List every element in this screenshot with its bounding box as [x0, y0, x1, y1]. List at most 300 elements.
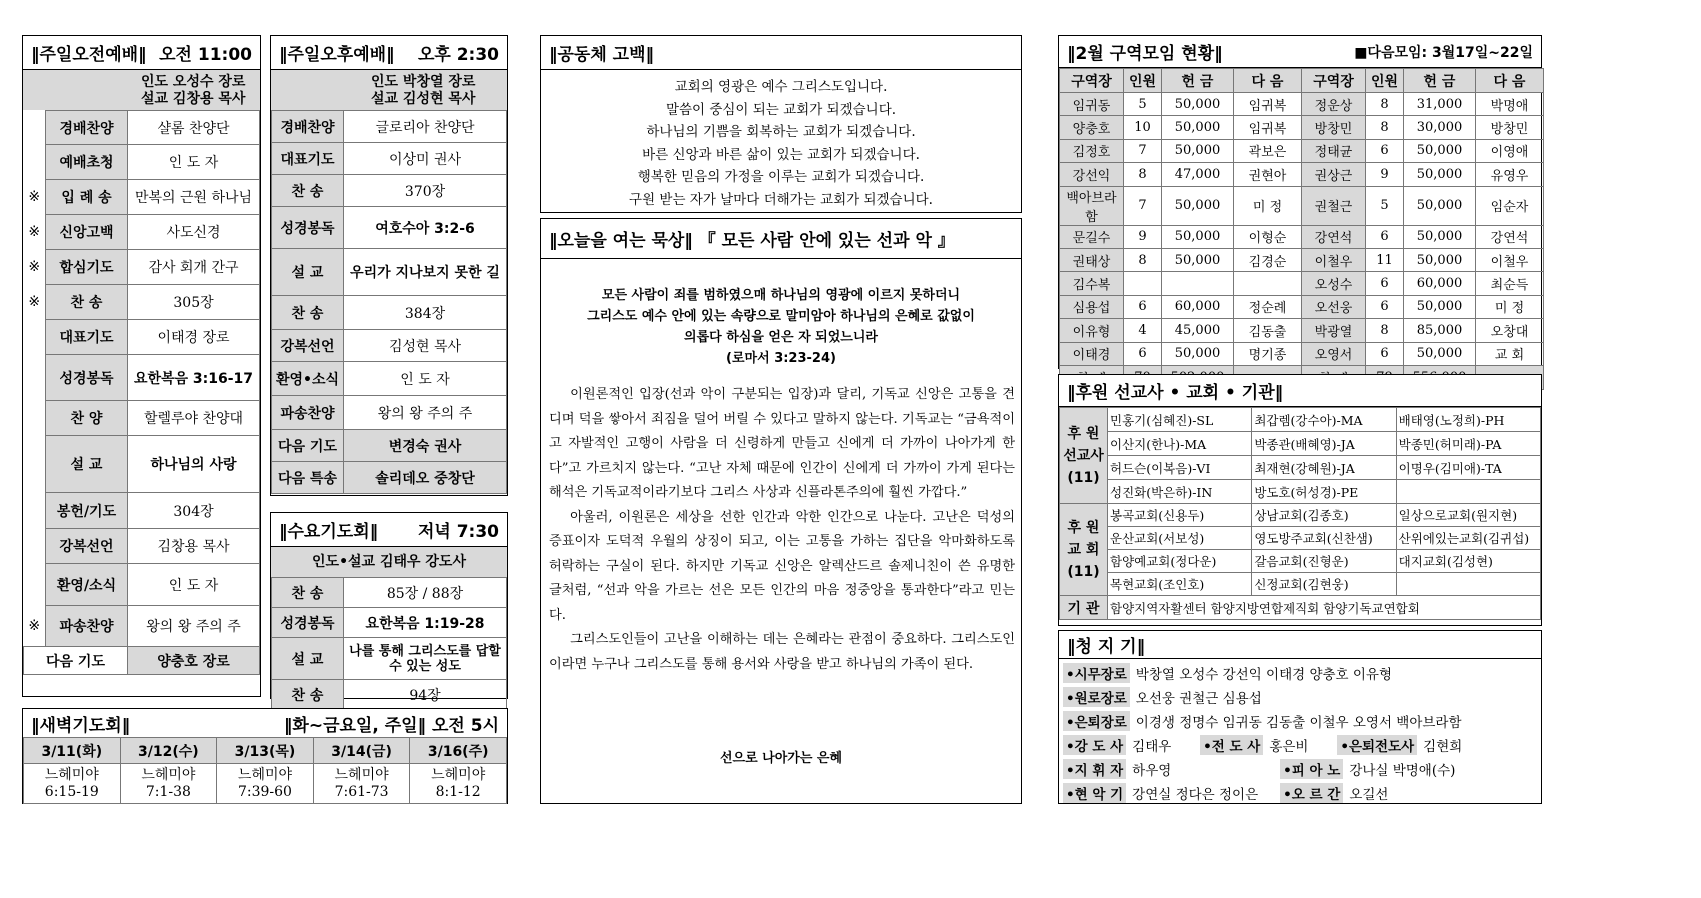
officer-names: 이경생 정명수 임귀동 김동출 이철우 오영서 백아브라함: [1135, 715, 1462, 731]
dawn-reading: 느헤미야 7:39-60: [217, 764, 314, 804]
dawn-schedule-table: [23, 737, 507, 804]
district-cell: 6: [1366, 139, 1404, 162]
district-row: [1060, 295, 1544, 318]
district-cell: 60,000: [1162, 295, 1234, 318]
org-list: 함양지역자활센터 함양지방연합제직회 함양기독교연합회: [1108, 596, 1541, 620]
officer-role: •강 도 사: [1063, 735, 1126, 755]
afternoon-service: [270, 35, 508, 496]
wednesday-service: [270, 512, 508, 704]
missionary-cell: 방도호(허성경)-PE: [1252, 480, 1396, 504]
confession-line: 바른 신앙과 바른 삶이 있는 교회가 되겠습니다.: [642, 146, 920, 163]
order-row: [272, 111, 507, 143]
district-cell: 7: [1124, 186, 1162, 225]
missionary-cell: 이명우(김미애)-TA: [1396, 456, 1540, 480]
officer-names: 강연실 정다은 정이은: [1132, 787, 1259, 803]
order-value: 왕의 왕 주의 주: [344, 396, 507, 430]
district-cell: 30,000: [1404, 116, 1476, 139]
church-cell: 갈음교회(진형운): [1252, 550, 1396, 573]
order-row: [24, 145, 260, 180]
order-label: 강복선언: [272, 330, 344, 362]
district-cell: 문길수: [1060, 225, 1124, 248]
officer-role: •오 르 간: [1280, 783, 1343, 803]
district-cell: 방창민: [1476, 116, 1544, 139]
stand-mark: [24, 111, 46, 145]
officer-row: [1063, 781, 1537, 805]
district-cell: 50,000: [1404, 295, 1476, 318]
order-label: 다음 특송: [272, 462, 344, 494]
district-cell: 50,000: [1162, 116, 1234, 139]
district-cell: 임순자: [1476, 186, 1544, 225]
district-header: 다 음: [1234, 69, 1302, 93]
order-label: 대표기도: [272, 143, 344, 175]
order-value: 하나님의 사랑: [128, 436, 260, 493]
order-label: 대표기도: [46, 320, 128, 355]
org-label: 기 관: [1060, 596, 1108, 620]
dawn-date: 3/14(금): [313, 738, 410, 764]
district-cell: 5: [1124, 93, 1162, 116]
district-cell: 정태균: [1302, 139, 1366, 162]
officer-role: •피 아 노: [1280, 759, 1343, 779]
district-cell: 6: [1366, 342, 1404, 365]
district-header: 헌 금: [1162, 69, 1234, 93]
officer-row: [1063, 709, 1537, 733]
district-cell: 50,000: [1404, 139, 1476, 162]
order-value: 왕의 왕 주의 주: [128, 606, 260, 647]
order-row: [24, 285, 260, 320]
order-value: 94장: [344, 680, 507, 710]
district-header: 헌 금: [1404, 69, 1476, 93]
afternoon-order-table: [271, 110, 507, 494]
dawn-reading: 느헤미야 6:15-19: [24, 764, 121, 804]
district-cell: 이유형: [1060, 319, 1124, 342]
district-cell: 정운상: [1302, 93, 1366, 116]
order-value: 304장: [128, 493, 260, 529]
district-cell: 권태상: [1060, 248, 1124, 271]
district-cell: 50,000: [1162, 139, 1234, 162]
officer-names: 박창열 오성수 강선익 이태경 양충호 이유형: [1135, 667, 1392, 683]
order-row: [272, 396, 507, 430]
officer-names: 홍은비: [1269, 739, 1309, 755]
order-label: 찬 양: [46, 401, 128, 436]
district-cell: 권현아: [1234, 163, 1302, 186]
district-header: 구역장: [1302, 69, 1366, 93]
district-cell: 박명애: [1476, 93, 1544, 116]
missionary-cell: 허드슨(이복음)-VI: [1108, 456, 1252, 480]
confession-title: ‖공동체 고백‖: [549, 45, 655, 65]
church-cell: 일상으로교회(원지현): [1396, 504, 1540, 527]
church-cell: 운산교회(서보성): [1108, 527, 1252, 550]
order-value: 나를 통해 그리스도를 답할 수 있는 성도: [344, 638, 507, 680]
missionary-cell: 박종민(허미래)-PA: [1396, 432, 1540, 456]
order-row: [272, 207, 507, 249]
officer-role: •원로장로: [1063, 687, 1130, 707]
stand-mark: ※: [28, 294, 41, 310]
confession-line: 구원 받는 자가 날마다 더해가는 교회가 되겠습니다.: [629, 191, 933, 208]
afternoon-leaders: 인도 박창열 장로 설교 김성현 목사: [271, 70, 507, 110]
order-label: 경배찬양: [272, 111, 344, 143]
district-cell: 오성수: [1302, 272, 1366, 295]
district-cell: 이철우: [1302, 248, 1366, 271]
order-row: [272, 578, 507, 608]
officer-role: •시무장로: [1063, 663, 1130, 683]
meditation-paragraph: 이원론적인 입장(선과 악이 구분되는 입장)과 달리, 기독교 신앙은 고통을 견디며 덕을 쌓아서 죄짐을 덜어 버릴 수 있다고 말하지 않는다. 기독교는 “금욕적이고 자발적인 고행이 사람을 더 신령하게 만들고 신에게 더 가까이 나아가게 한다”고 가르치지 않는다. “고난 자체 때문에 인간이 신에게 더 가까이 가게 된다는 해석은 기독교적이라기보다 그리스 사상과 신플라톤주의에 훨씬 가깝다.”: [549, 387, 1015, 500]
order-value: 305장: [128, 285, 260, 320]
officer-role: •현 악 기: [1063, 783, 1126, 803]
wednesday-time: 저녁 7:30: [417, 522, 499, 542]
church-cell: 목현교회(조인호): [1108, 573, 1252, 596]
dawn-date: 3/12(수): [120, 738, 217, 764]
order-value: 김창용 목사: [128, 529, 260, 564]
order-row: [24, 215, 260, 250]
church-cell: 대지교회(김성현): [1396, 550, 1540, 573]
church-cell: [1396, 573, 1540, 596]
district-cell: 6: [1366, 225, 1404, 248]
order-label: 설 교: [272, 249, 344, 296]
morning-service: [22, 35, 261, 697]
officer-row: [1063, 661, 1537, 685]
district-cell: 9: [1366, 163, 1404, 186]
meditation-footer: 선으로 나아가는 은혜: [719, 751, 843, 766]
district-title: ‖2월 구역모임 현황‖: [1067, 44, 1223, 64]
district-cell: 7: [1124, 139, 1162, 162]
district-cell: 이태경: [1060, 342, 1124, 365]
district-cell: 임귀복: [1234, 116, 1302, 139]
missionary-cell: 민홍기(심혜진)-SL: [1108, 408, 1252, 432]
missionary-cell: 박종관(배혜영)-JA: [1252, 432, 1396, 456]
district-cell: 6: [1124, 295, 1162, 318]
district-row: [1060, 225, 1544, 248]
afternoon-time: 오후 2:30: [417, 45, 499, 65]
officer-names: 오길선: [1349, 787, 1389, 803]
order-label: 파송찬양: [272, 396, 344, 430]
order-value: 인 도 자: [344, 362, 507, 396]
district-cell: 8: [1124, 163, 1162, 186]
order-row: [24, 606, 260, 647]
morning-order-table: [23, 110, 260, 675]
district-cell: 임귀복: [1234, 93, 1302, 116]
district-cell: 8: [1124, 248, 1162, 271]
district-cell: 김정호: [1060, 139, 1124, 162]
district-row: [1060, 139, 1544, 162]
order-value: 370장: [344, 175, 507, 207]
order-row: [24, 436, 260, 493]
order-label: 입 례 송: [46, 180, 128, 215]
order-value: 이상미 권사: [344, 143, 507, 175]
afternoon-title: ‖주일오후예배‖: [279, 45, 395, 65]
officer-role: •은퇴장로: [1063, 711, 1130, 731]
district-cell: 4: [1124, 319, 1162, 342]
order-value: 김성현 목사: [344, 330, 507, 362]
order-label: 봉헌/기도: [46, 493, 128, 529]
order-label: 강복선언: [46, 529, 128, 564]
order-row: [24, 355, 260, 401]
district-next-meeting: ■다음모임: 3월17일~22일: [1354, 44, 1533, 61]
order-row: [24, 529, 260, 564]
district-cell: 9: [1124, 225, 1162, 248]
wednesday-title: ‖수요기도회‖: [279, 522, 379, 542]
morning-leaders: 인도 오성수 장로 설교 김창용 목사: [23, 70, 260, 110]
church-label: 후 원 교 회 (11): [1060, 504, 1108, 596]
district-cell: 47,000: [1162, 163, 1234, 186]
order-row: [272, 296, 507, 330]
officers-title: ‖청 지 기‖: [1067, 637, 1146, 657]
district-cell: 최순득: [1476, 272, 1544, 295]
district-cell: 오선웅: [1302, 295, 1366, 318]
dawn-reading: 느헤미야 7:1-38: [120, 764, 217, 804]
district-cell: 6: [1366, 295, 1404, 318]
district-header: 인원: [1124, 69, 1162, 93]
officer-row: [1063, 685, 1537, 709]
order-value: 여호수아 3:2-6: [344, 207, 507, 249]
dawn-date: 3/11(화): [24, 738, 121, 764]
order-label: 찬 송: [46, 285, 128, 320]
district-row: [1060, 93, 1544, 116]
district-cell: [1124, 272, 1162, 295]
order-label: 신앙고백: [46, 215, 128, 250]
officer-row: [1063, 757, 1537, 781]
district-cell: 오창대: [1476, 319, 1544, 342]
stand-mark: ※: [28, 617, 41, 634]
support-title: ‖후원 선교사 • 교회 • 기관‖: [1067, 383, 1284, 403]
order-value: 만복의 근원 하나님: [128, 180, 260, 215]
missionary-cell: 최갑렘(강수아)-MA: [1252, 408, 1396, 432]
order-label: 성경봉독: [272, 608, 344, 638]
stand-mark: [24, 529, 46, 564]
district-cell: 백아브라함: [1060, 186, 1124, 225]
district-cell: 6: [1124, 342, 1162, 365]
district-cell: 이형순: [1234, 225, 1302, 248]
district-cell: 심용섭: [1060, 295, 1124, 318]
district-header: 다 음: [1476, 69, 1544, 93]
officer-names: 강나실 박명애(수): [1349, 763, 1456, 779]
missionary-label: 후 원 선교사 (11): [1060, 408, 1108, 504]
district-cell: 오영서: [1302, 342, 1366, 365]
stand-mark: [24, 564, 46, 606]
district-cell: 김경순: [1234, 248, 1302, 271]
order-label: 파송찬양: [46, 606, 128, 647]
district-cell: 50,000: [1162, 225, 1234, 248]
order-value: 요한복음 1:19-28: [344, 608, 507, 638]
stand-mark: [24, 436, 46, 493]
district-cell: 8: [1366, 116, 1404, 139]
district-cell: 임귀동: [1060, 93, 1124, 116]
district-cell: [1234, 272, 1302, 295]
community-confession: [540, 35, 1022, 213]
order-label: 설 교: [272, 638, 344, 680]
order-value: 우리가 지나보지 못한 길: [344, 249, 507, 296]
order-label: 환영•소식: [272, 362, 344, 396]
order-value: 할렐루야 찬양대: [128, 401, 260, 436]
order-row: [272, 143, 507, 175]
church-cell: 함양예교회(정다운): [1108, 550, 1252, 573]
order-row: [24, 250, 260, 285]
order-label: 찬 송: [272, 296, 344, 330]
district-cell: 강연석: [1302, 225, 1366, 248]
support-table: [1059, 407, 1541, 620]
wednesday-order-table: [271, 577, 507, 710]
district-cell: 미 정: [1234, 186, 1302, 225]
meditation: [540, 218, 1022, 804]
morning-time: 오전 11:00: [159, 45, 252, 65]
missionary-cell: 배태영(노정희)-PH: [1396, 408, 1540, 432]
order-label: 찬 송: [272, 680, 344, 710]
officers-section: [1058, 630, 1542, 804]
district-cell: 50,000: [1404, 248, 1476, 271]
order-label: 환영/소식: [46, 564, 128, 606]
order-label: 합심기도: [46, 250, 128, 285]
next-prayer-value: 양충호 장로: [128, 647, 260, 675]
district-cell: 50,000: [1162, 248, 1234, 271]
meditation-paragraph: 아울러, 이원론은 세상을 선한 인간과 악한 인간으로 나눈다. 고난은 덕성의 증표이자 도덕적 우월의 상징이 되고, 이는 고통을 가하는 집단을 악마화하도록 허락하는 구실이 된다. 하지만 기독교 신앙은 알렉산드르 솔제니친이 쓴 유명한 글처럼, “선과 악을 가르는 선은 모든 인간의 마음 정중앙을 통과한다”라고 민는다.: [549, 509, 1015, 623]
missionary-cell: 성진화(박은하)-IN: [1108, 480, 1252, 504]
order-row: [272, 430, 507, 462]
order-label: 성경봉독: [46, 355, 128, 401]
church-cell: 봉곡교회(신용두): [1108, 504, 1252, 527]
district-cell: 8: [1366, 319, 1404, 342]
dawn-reading: 느헤미야 7:61-73: [313, 764, 410, 804]
stand-mark: [24, 401, 46, 436]
district-cell: [1162, 272, 1234, 295]
district-cell: 5: [1366, 186, 1404, 225]
district-cell: 강선익: [1060, 163, 1124, 186]
district-cell: 50,000: [1404, 225, 1476, 248]
wednesday-leader: 인도•설교 김태우 강도사: [271, 547, 507, 577]
church-cell: 영도방주교회(신찬샘): [1252, 527, 1396, 550]
district-cell: 권상근: [1302, 163, 1366, 186]
meditation-verse: 모든 사람이 죄를 범하였으매 하나님의 영광에 이르지 못하더니 그리스도 예수 안에 있는 속량으로 말미암아 하나님의 은혜로 값없이 의롭다 하심을 얻은 자 되었느니라 (로마서 3:23-24): [587, 288, 975, 366]
district-cell: 명기종: [1234, 342, 1302, 365]
district-row: [1060, 342, 1544, 365]
order-label: 찬 송: [272, 175, 344, 207]
church-cell: 산위에있는교회(김귀섭): [1396, 527, 1540, 550]
district-row: [1060, 319, 1544, 342]
district-cell: 강연석: [1476, 225, 1544, 248]
district-cell: 6: [1366, 272, 1404, 295]
order-row: [272, 638, 507, 680]
order-row: [272, 680, 507, 710]
order-row: [272, 249, 507, 296]
confession-line: 하나님의 기쁨을 회복하는 교회가 되겠습니다.: [646, 124, 916, 140]
district-cell: 11: [1366, 248, 1404, 271]
district-cell: 50,000: [1162, 186, 1234, 225]
officer-role: •전 도 사: [1200, 735, 1263, 755]
confession-line: 교회의 영광은 예수 그리스도입니다.: [674, 79, 888, 95]
district-cell: 45,000: [1162, 319, 1234, 342]
confession-line: 행복한 믿음의 가정을 이루는 교회가 되겠습니다.: [637, 169, 925, 185]
order-value: 85장 / 88장: [344, 578, 507, 608]
district-cell: 방창민: [1302, 116, 1366, 139]
stand-mark: ※: [28, 259, 41, 275]
district-cell: 박광열: [1302, 319, 1366, 342]
order-row: [24, 111, 260, 145]
order-label: 예배초청: [46, 145, 128, 180]
district-cell: 유영우: [1476, 163, 1544, 186]
district-cell: 권철근: [1302, 186, 1366, 225]
officer-row: [1063, 733, 1537, 757]
district-cell: 미 정: [1476, 295, 1544, 318]
order-row: [24, 564, 260, 606]
district-cell: 김동출: [1234, 319, 1302, 342]
officer-names: 김태우: [1132, 739, 1172, 755]
district-cell: 이철우: [1476, 248, 1544, 271]
meditation-paragraph: 그리스도인들이 고난을 이해하는 데는 은혜라는 관점이 중요하다. 그리스도인이라면 누구나 그리스도를 통해 용서와 사랑을 받고 하나님의 가족이 된다.: [549, 632, 1015, 672]
district-cell: 8: [1366, 93, 1404, 116]
district-cell: 50,000: [1404, 186, 1476, 225]
order-row: [272, 608, 507, 638]
missionary-cell: 최재현(강혜원)-JA: [1252, 456, 1396, 480]
order-label: 성경봉독: [272, 207, 344, 249]
order-value: 이태경 장로: [128, 320, 260, 355]
officer-names: 하우영: [1132, 763, 1172, 779]
district-row: [1060, 248, 1544, 271]
district-table: [1059, 68, 1544, 390]
district-cell: 정순례: [1234, 295, 1302, 318]
church-cell: 상남교회(김종호): [1252, 504, 1396, 527]
district-row: [1060, 116, 1544, 139]
district-row: [1060, 163, 1544, 186]
district-cell: 50,000: [1162, 93, 1234, 116]
next-prayer-label: 다음 기도: [24, 647, 128, 675]
order-value: 샬롬 찬양단: [128, 111, 260, 145]
order-value: 사도신경: [128, 215, 260, 250]
dawn-prayer: [22, 708, 508, 804]
stand-mark: [24, 145, 46, 180]
dawn-title: ‖새벽기도회‖: [31, 715, 131, 736]
order-value: 인 도 자: [128, 145, 260, 180]
order-row: [24, 320, 260, 355]
district-cell: 10: [1124, 116, 1162, 139]
district-row: [1060, 186, 1544, 225]
officer-role: •지 휘 자: [1063, 759, 1126, 779]
missionary-cell: [1396, 480, 1540, 504]
meditation-title: ‖오늘을 여는 묵상‖ 『 모든 사람 안에 있는 선과 악 』: [549, 231, 955, 251]
order-value: 인 도 자: [128, 564, 260, 606]
order-value: 솔리데오 중창단: [344, 462, 507, 494]
stand-mark: [24, 320, 46, 355]
morning-title: ‖주일오전예배‖: [31, 45, 147, 65]
officer-names: 김현희: [1423, 739, 1463, 755]
district-cell: 양충호: [1060, 116, 1124, 139]
order-label: 경배찬양: [46, 111, 128, 145]
district-cell: 50,000: [1162, 342, 1234, 365]
stand-mark: [24, 355, 46, 401]
district-cell: 85,000: [1404, 319, 1476, 342]
district-header: 인원: [1366, 69, 1404, 93]
district-cell: 60,000: [1404, 272, 1476, 295]
meditation-body: [541, 369, 1021, 677]
district-cell: 교 회: [1476, 342, 1544, 365]
district-cell: 이영애: [1476, 139, 1544, 162]
district-cell: 31,000: [1404, 93, 1476, 116]
dawn-date: 3/13(목): [217, 738, 314, 764]
order-row: [24, 180, 260, 215]
stand-mark: ※: [28, 224, 41, 240]
order-value: 감사 회개 간구: [128, 250, 260, 285]
order-value: 변경숙 권사: [344, 430, 507, 462]
missionary-cell: 이산지(한나)-MA: [1108, 432, 1252, 456]
stand-mark: [24, 493, 46, 529]
order-value: 요한복음 3:16-17: [128, 355, 260, 401]
district-cell: 김수복: [1060, 272, 1124, 295]
support-section: [1058, 374, 1542, 626]
order-row: [272, 175, 507, 207]
order-row: [24, 401, 260, 436]
district-cell: 50,000: [1404, 163, 1476, 186]
order-value: 384장: [344, 296, 507, 330]
order-row: [272, 362, 507, 396]
dawn-schedule: ‖화~금요일, 주일‖ 오전 5시: [283, 715, 499, 736]
dawn-reading: 느헤미야 8:1-12: [410, 764, 507, 804]
